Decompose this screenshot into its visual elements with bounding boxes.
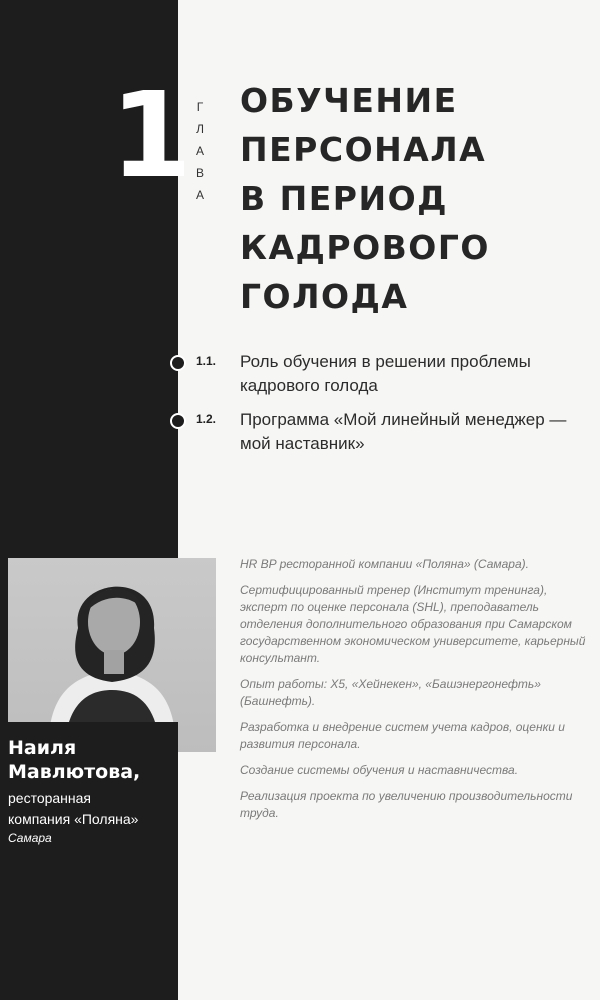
bio-paragraph: Реализация проекта по увеличению производительности труда. (240, 789, 573, 820)
toc-item-number: 1.2. (196, 412, 217, 426)
chapter-title-line: ГОЛОДА (240, 277, 409, 316)
author-bio (240, 556, 592, 831)
author-company (8, 788, 173, 830)
author-name-line: Наиля (8, 737, 77, 759)
author-name-line: Мавлютова, (8, 761, 141, 783)
bio-paragraph: Разработка и внедрение систем учета кадров, оценки и развития персонала. (240, 720, 565, 751)
chapter-title-line: ПЕРСОНАЛА (240, 130, 487, 169)
author-name (8, 736, 173, 784)
author-city: Самара (8, 831, 52, 845)
bullet-dot-icon (170, 355, 186, 371)
toc-item-number: 1.1. (196, 354, 217, 368)
chapter-label-letter: А (195, 188, 204, 202)
toc-item-text: Роль обучения в решении проблемы кадрового голода (240, 352, 531, 395)
chapter-label-letter: А (195, 144, 204, 158)
author-company-line: ресторанная (8, 790, 92, 806)
chapter-number: 1 (110, 66, 193, 204)
bio-paragraph: Опыт работы: Х5, «Хейнекен», «Башэнергонефть» (Башнефть). (240, 677, 541, 708)
bullet-dot-icon (170, 413, 186, 429)
author-company-line: компания «Поляна» (8, 811, 139, 827)
chapter-label-letter: Л (196, 122, 204, 136)
chapter-title-line: КАДРОВОГО (240, 228, 490, 267)
chapter-title-line: В ПЕРИОД (240, 179, 449, 218)
chapter-title-line: ОБУЧЕНИЕ (240, 81, 458, 120)
bio-paragraph: HR BP ресторанной компании «Поляна» (Самара). (240, 557, 529, 571)
toc-item[interactable] (168, 350, 588, 408)
chapter-label-letter: В (195, 166, 204, 180)
bio-paragraph: Создание системы обучения и наставничества. (240, 763, 519, 777)
chapter-label-letter: Г (196, 100, 204, 114)
toc-item-text: Программа «Мой линейный менеджер — мой наставник» (240, 410, 567, 453)
toc-item[interactable] (168, 408, 588, 466)
chapter-title (240, 76, 590, 321)
bio-paragraph: Сертифицированный тренер (Институт тренинга), эксперт по оценке персонала (SHL), преподаватель отделения дополнительного образования при Самарском государственном экономическом университете, карьерный консультант. (240, 583, 586, 665)
table-of-contents (168, 350, 588, 466)
chapter-label-vertical (194, 96, 206, 206)
